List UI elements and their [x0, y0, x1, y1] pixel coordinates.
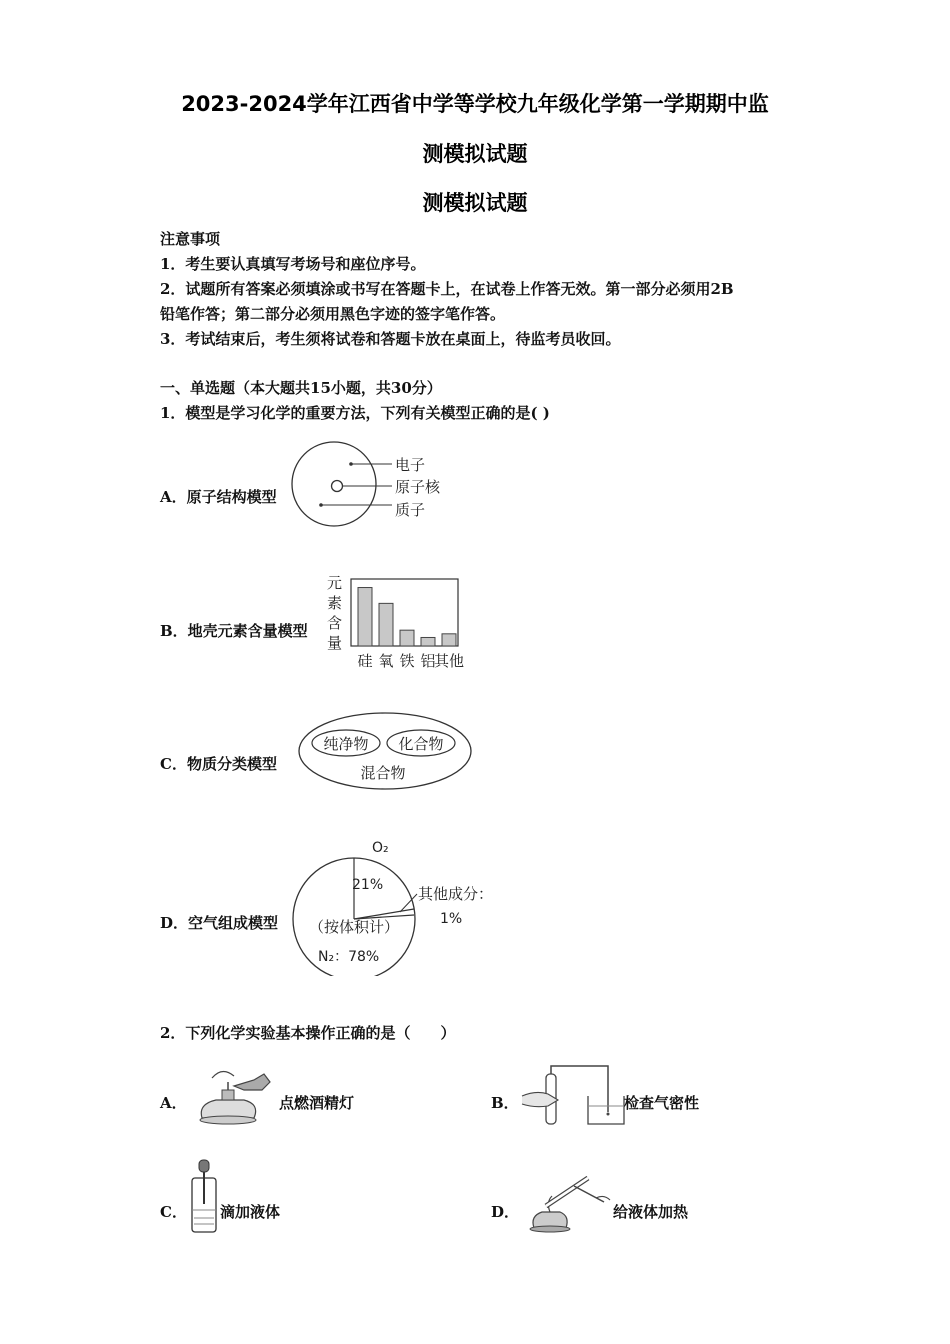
mixture-label: 混合物: [360, 764, 406, 782]
bar-其他: [442, 634, 456, 646]
atom-structure-figure: [288, 438, 458, 530]
classification-figure: [296, 708, 476, 794]
pure-label: 纯净物: [323, 735, 369, 753]
question-1-stem: 1．模型是学习化学的重要方法，下列有关模型正确的是( ): [160, 404, 550, 422]
q2-option-d-letter: D．: [491, 1203, 520, 1221]
nucleus-circle: [332, 481, 343, 492]
q1-option-b-label: B．地壳元素含量模型: [160, 622, 308, 640]
q1-option-a-label: A．原子结构模型: [160, 488, 277, 506]
proton-label: 质子: [395, 501, 426, 519]
crust-element-chart: [325, 570, 470, 674]
bar-铝: [421, 637, 435, 646]
q2-option-d-text: 给液体加热: [613, 1203, 689, 1221]
notice-item: 2．试题所有答案必须填涂或书写在答题卡上，在试卷上作答无效。第一部分必须用2B: [160, 280, 734, 298]
q2-option-a-text: 点燃酒精灯: [279, 1094, 355, 1112]
notice-item: 3．考试结束后，考生须将试卷和答题卡放在桌面上，待监考员收回。: [160, 330, 621, 348]
page-title-line3: 测模拟试题: [422, 191, 528, 215]
air-composition-figure: [290, 836, 505, 976]
notice-heading: 注意事项: [160, 230, 221, 248]
x-tick-label: 其他: [433, 652, 465, 670]
notice-item: 铅笔作答；第二部分必须用黑色字迹的签字笔作答。: [160, 305, 506, 323]
y-label-char: 含: [327, 614, 343, 632]
q2-option-c-text: 滴加液体: [220, 1203, 281, 1221]
x-tick-label: 氧: [378, 652, 394, 670]
y-label-char: 素: [327, 594, 343, 612]
bar-氧: [379, 603, 393, 646]
x-tick-label: 铝: [420, 652, 436, 670]
n2-label: N₂：78%: [318, 949, 380, 965]
other-label: 其他成分：: [418, 885, 494, 903]
q2-option-a-letter: A．: [160, 1094, 187, 1112]
alcohol-lamp-figure: [188, 1060, 280, 1130]
basis-label: （按体积计）: [308, 918, 400, 936]
bar-铁: [400, 630, 414, 646]
other-percent: 1%: [440, 911, 463, 927]
dropper-figure: [186, 1158, 222, 1234]
q2-option-b-text: 检查气密性: [624, 1094, 700, 1112]
nucleus-label: 原子核: [395, 478, 441, 496]
y-label-char: 量: [327, 634, 343, 652]
bar-硅: [358, 588, 372, 646]
question-2-stem: 2．下列化学实验基本操作正确的是（ ）: [160, 1024, 456, 1042]
x-tick-label: 硅: [357, 652, 373, 670]
compound-label: 化合物: [398, 735, 444, 753]
x-tick-label: 铁: [399, 652, 415, 670]
atom-outer-circle: [292, 442, 376, 526]
q2-option-b-letter: B．: [491, 1094, 519, 1112]
page-title: 2023-2024学年江西省中学等学校九年级化学第一学期期中监: [181, 92, 769, 116]
heating-liquid-figure: [516, 1168, 611, 1234]
q1-option-c-label: C．物质分类模型: [160, 755, 277, 773]
section-heading: 一、单选题（本大题共15小题，共30分）: [160, 379, 442, 397]
y-label-char: 元: [327, 574, 343, 592]
o2-label: O₂: [372, 840, 389, 856]
electron-label: 电子: [395, 456, 426, 474]
q2-option-c-letter: C．: [160, 1203, 187, 1221]
page-title-line2: 测模拟试题: [422, 142, 528, 166]
o2-percent: 21%: [352, 877, 384, 893]
airtightness-check-figure: [518, 1060, 626, 1130]
notice-item: 1．考生要认真填写考场号和座位序号。: [160, 255, 426, 273]
q1-option-d-label: D．空气组成模型: [160, 914, 279, 932]
